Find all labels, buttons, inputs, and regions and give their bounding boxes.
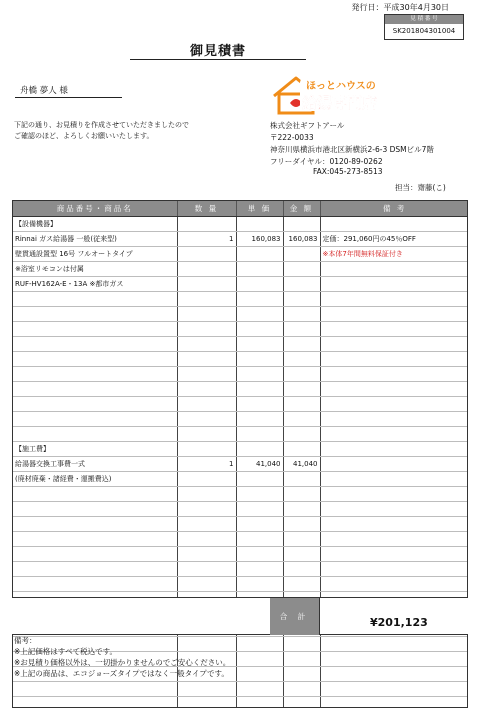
table-row <box>13 412 468 427</box>
table-row <box>13 502 468 517</box>
remarks-cell <box>320 577 468 592</box>
note-line: ※上記の商品は、エコジョーズタイプではなく一般タイプです。 <box>14 668 229 678</box>
amount-cell <box>283 667 320 682</box>
remarks-cell <box>320 382 468 397</box>
issue-date: 発行日：平成30年4月30日 <box>351 3 449 12</box>
unit-price-cell <box>236 292 283 307</box>
amount-cell <box>283 517 320 532</box>
header-amount: 金 額 <box>283 201 320 217</box>
unit-price-cell <box>236 217 283 232</box>
remarks-cell <box>320 487 468 502</box>
product-cell <box>13 682 177 697</box>
company-zip: 〒222-0033 <box>270 132 314 142</box>
amount-cell <box>283 427 320 442</box>
table-row <box>13 217 468 232</box>
table-row <box>13 442 468 457</box>
unit-price-cell: 41,040 <box>236 457 283 472</box>
quantity-cell <box>177 247 236 262</box>
intro-line: ご確認のほど、よろしくお願いいたします。 <box>14 131 154 140</box>
table-row <box>13 247 468 262</box>
quantity-cell <box>177 337 236 352</box>
amount-cell <box>283 562 320 577</box>
amount-cell <box>283 292 320 307</box>
unit-price-cell <box>236 697 283 709</box>
product-cell <box>13 292 177 307</box>
unit-price-cell <box>236 652 283 667</box>
product-cell: ※浴室リモコンは付属 <box>13 262 177 277</box>
table-row <box>13 337 468 352</box>
quantity-cell: 1 <box>177 232 236 247</box>
product-cell <box>13 367 177 382</box>
product-cell <box>13 577 177 592</box>
document-title: 御見積書 <box>189 44 246 59</box>
unit-price-cell <box>236 352 283 367</box>
amount-cell <box>283 217 320 232</box>
amount-cell <box>283 652 320 667</box>
remarks-cell <box>320 427 468 442</box>
total-amount: ¥201,123 <box>319 598 468 635</box>
product-cell <box>13 697 177 709</box>
table-row <box>13 232 468 247</box>
unit-price-cell <box>236 427 283 442</box>
amount-cell <box>283 487 320 502</box>
unit-price-cell <box>236 487 283 502</box>
quantity-cell <box>177 367 236 382</box>
logo-name: 給湯専門店 <box>302 94 378 112</box>
quantity-cell <box>177 427 236 442</box>
remarks-cell <box>320 637 468 652</box>
header-remarks: 備 考 <box>320 201 468 217</box>
quantity-cell <box>177 697 236 709</box>
table-row <box>13 382 468 397</box>
estimate-number-label: 見 積 番 号 <box>385 15 463 24</box>
table-row <box>13 472 468 487</box>
remarks-cell <box>320 547 468 562</box>
quantity-cell <box>177 397 236 412</box>
table-row <box>13 322 468 337</box>
remarks-cell <box>320 517 468 532</box>
amount-cell <box>283 367 320 382</box>
product-cell <box>13 397 177 412</box>
unit-price-cell <box>236 382 283 397</box>
amount-cell <box>283 442 320 457</box>
product-cell <box>13 352 177 367</box>
remarks-cell <box>320 397 468 412</box>
table-row <box>13 352 468 367</box>
quantity-cell <box>177 352 236 367</box>
amount-cell <box>283 382 320 397</box>
table-row <box>13 562 468 577</box>
unit-price-cell <box>236 682 283 697</box>
remarks-cell <box>320 292 468 307</box>
amount-cell: 160,083 <box>283 232 320 247</box>
quantity-cell <box>177 217 236 232</box>
product-cell <box>13 427 177 442</box>
note-line: ※上記価格はすべて税込です。 <box>14 646 118 656</box>
amount-cell <box>283 637 320 652</box>
intro-line: 下記の通り、お見積りを作成させていただきましたので <box>14 121 189 129</box>
quantity-cell <box>177 502 236 517</box>
table-row <box>13 487 468 502</box>
product-cell: 壁貫通設置型 16号 フルオートタイプ <box>13 247 177 262</box>
product-cell <box>13 322 177 337</box>
amount-cell <box>283 682 320 697</box>
product-cell <box>13 307 177 322</box>
company-fax: FAX:045-273-8513 <box>313 167 383 176</box>
product-cell: 給湯器交換工事費一式 <box>13 457 177 472</box>
table-row <box>13 532 468 547</box>
product-cell <box>13 337 177 352</box>
amount-cell <box>283 247 320 262</box>
product-cell <box>13 547 177 562</box>
product-cell <box>13 382 177 397</box>
remarks-cell <box>320 472 468 487</box>
unit-price-cell <box>236 562 283 577</box>
table-header-row <box>13 201 468 217</box>
amount-cell <box>283 697 320 709</box>
remarks-cell <box>320 562 468 577</box>
title-underline <box>130 59 306 60</box>
unit-price-cell <box>236 442 283 457</box>
table-row <box>13 697 468 709</box>
total-label: 合 計 <box>270 598 319 635</box>
unit-price-cell <box>236 547 283 562</box>
remarks-cell <box>320 652 468 667</box>
remarks-cell <box>320 277 468 292</box>
table-row <box>13 427 468 442</box>
remarks-cell <box>320 322 468 337</box>
table-row <box>13 277 468 292</box>
product-cell <box>13 517 177 532</box>
table-row <box>13 397 468 412</box>
remarks-cell <box>320 682 468 697</box>
unit-price-cell <box>236 337 283 352</box>
unit-price-cell <box>236 262 283 277</box>
table-row <box>13 307 468 322</box>
remarks-cell <box>320 697 468 709</box>
company-name: 株式会社ギフトアール <box>270 121 345 130</box>
remarks-cell <box>320 307 468 322</box>
product-cell <box>13 412 177 427</box>
amount-cell <box>283 577 320 592</box>
company-info <box>270 120 434 167</box>
remarks-cell <box>320 367 468 382</box>
company-freedial: フリーダイヤル：0120-89-0262 <box>270 156 383 166</box>
product-cell: 【設備機器】 <box>13 217 177 232</box>
amount-cell: 41,040 <box>283 457 320 472</box>
amount-cell <box>283 547 320 562</box>
remarks-cell <box>320 502 468 517</box>
unit-price-cell <box>236 637 283 652</box>
quantity-cell <box>177 277 236 292</box>
quantity-cell <box>177 322 236 337</box>
quantity-cell <box>177 682 236 697</box>
quantity-cell: 1 <box>177 457 236 472</box>
quantity-cell <box>177 307 236 322</box>
amount-cell <box>283 532 320 547</box>
amount-cell <box>283 322 320 337</box>
logo-tagline: ほっとハウスの <box>306 81 376 92</box>
amount-cell <box>283 277 320 292</box>
estimate-number: SK201804301004 <box>392 27 456 35</box>
amount-cell <box>283 262 320 277</box>
amount-cell <box>283 502 320 517</box>
remarks-cell: ※本体7年間無料保証付き <box>320 247 468 262</box>
remarks-cell <box>320 667 468 682</box>
product-cell: 【施工費】 <box>13 442 177 457</box>
table-row <box>13 292 468 307</box>
notes-section <box>14 636 230 680</box>
product-cell <box>13 532 177 547</box>
quantity-cell <box>177 472 236 487</box>
quantity-cell <box>177 577 236 592</box>
amount-cell <box>283 397 320 412</box>
quantity-cell <box>177 262 236 277</box>
product-cell <box>13 562 177 577</box>
product-cell: RUF-HV162A-E・13A ※都市ガス <box>13 277 177 292</box>
header-unit-price: 単 価 <box>236 201 283 217</box>
unit-price-cell <box>236 502 283 517</box>
header-product: 商品番号・商品名 <box>13 201 177 217</box>
product-cell <box>13 487 177 502</box>
amount-cell <box>283 337 320 352</box>
product-cell: (廃材廃棄・諸経費・運搬費込) <box>13 472 177 487</box>
table-row <box>13 547 468 562</box>
quantity-cell <box>177 442 236 457</box>
unit-price-cell <box>236 367 283 382</box>
intro-message <box>14 120 214 142</box>
table-row <box>13 262 468 277</box>
remarks-cell <box>320 532 468 547</box>
remarks-cell <box>320 337 468 352</box>
quantity-cell <box>177 412 236 427</box>
unit-price-cell <box>236 277 283 292</box>
unit-price-cell <box>236 322 283 337</box>
quantity-cell <box>177 382 236 397</box>
quantity-cell <box>177 517 236 532</box>
amount-cell <box>283 472 320 487</box>
unit-price-cell <box>236 577 283 592</box>
unit-price-cell <box>236 412 283 427</box>
remarks-cell <box>320 412 468 427</box>
amount-cell <box>283 307 320 322</box>
unit-price-cell: 160,083 <box>236 232 283 247</box>
staff-name: 担当：齋藤(こ) <box>395 183 446 192</box>
quantity-cell <box>177 532 236 547</box>
remarks-cell <box>320 262 468 277</box>
amount-cell <box>283 412 320 427</box>
quantity-cell <box>177 562 236 577</box>
unit-price-cell <box>236 532 283 547</box>
remarks-cell: 定価：291,060円の45％OFF <box>320 232 468 247</box>
customer-name: 舟橋 夢人 様 <box>20 86 68 96</box>
unit-price-cell <box>236 667 283 682</box>
quantity-cell <box>177 292 236 307</box>
note-line: ※お見積り価格以外は、一切掛かりませんのでご安心ください。 <box>14 657 231 667</box>
remarks-cell <box>320 442 468 457</box>
quantity-cell <box>177 487 236 502</box>
company-address: 神奈川県横浜市港北区新横浜2-6-3 DSMビル7階 <box>270 144 434 154</box>
unit-price-cell <box>236 307 283 322</box>
unit-price-cell <box>236 247 283 262</box>
product-cell: Rinnai ガス給湯器 一般(従来型) <box>13 232 177 247</box>
total-section <box>12 597 468 635</box>
table-row <box>13 457 468 472</box>
unit-price-cell <box>236 472 283 487</box>
remarks-cell <box>320 352 468 367</box>
notes-heading: 備考： <box>14 636 37 645</box>
table-row <box>13 682 468 697</box>
amount-cell <box>283 352 320 367</box>
table-row <box>13 517 468 532</box>
remarks-cell <box>320 457 468 472</box>
table-row <box>13 577 468 592</box>
table-row <box>13 367 468 382</box>
remarks-cell <box>320 217 468 232</box>
unit-price-cell <box>236 517 283 532</box>
company-logo <box>270 72 394 116</box>
estimate-number-box <box>384 14 464 40</box>
unit-price-cell <box>236 397 283 412</box>
product-cell <box>13 502 177 517</box>
customer-underline <box>15 97 122 98</box>
quantity-cell <box>177 547 236 562</box>
header-quantity: 数 量 <box>177 201 236 217</box>
